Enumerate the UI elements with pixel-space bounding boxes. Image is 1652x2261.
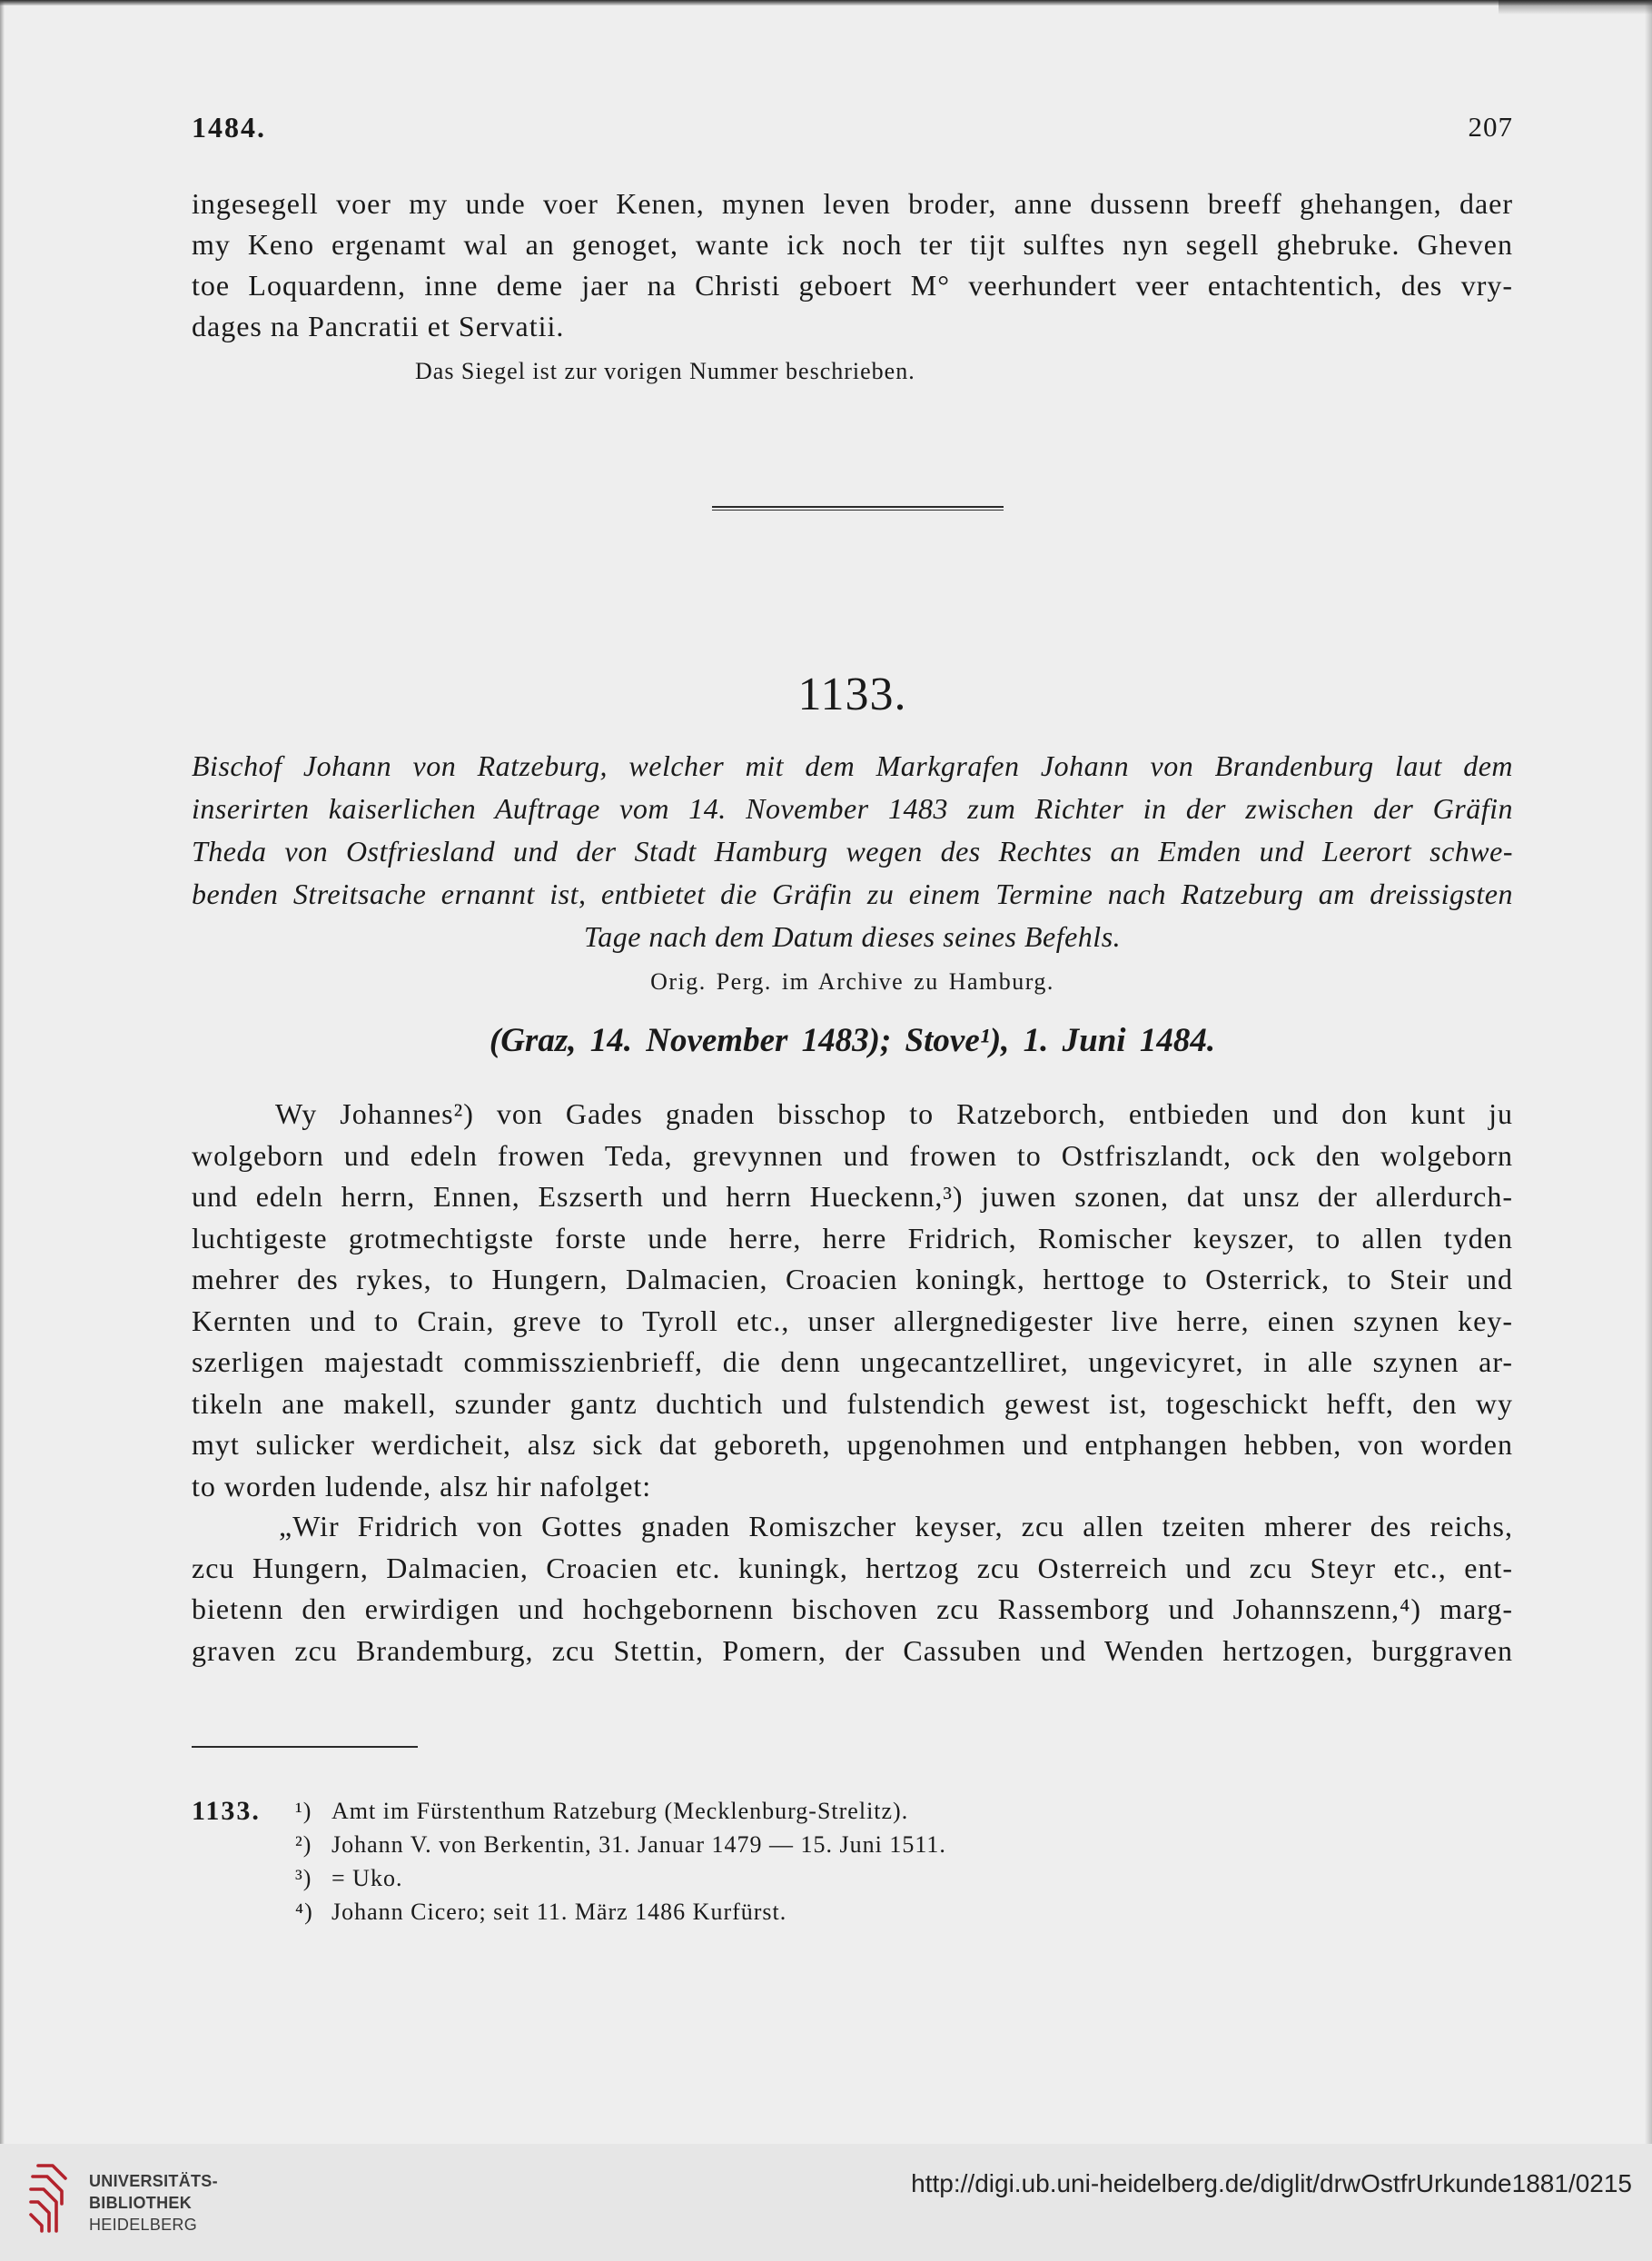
summary-line: Tage nach dem Datum dieses seines Befehls. <box>583 920 1122 953</box>
permalink-url[interactable]: http://digi.ub.uni-heidelberg.de/diglit/drwOstfrUrkunde1881/0215 <box>911 2169 1632 2197</box>
footnote-text: = Uko. <box>331 1865 403 1891</box>
footnote-text: Johann V. von Berkentin, 31. Januar 1479 — 15. Juni 1511. <box>331 1831 946 1858</box>
footnote-document-ref: 1133. <box>192 1796 261 1826</box>
summary-line: Bischof Johann von Ratzeburg, welcher mit dem Markgrafen Johann von Brandenburg laut dem <box>192 749 1513 782</box>
ub-heidelberg-logo-icon <box>25 2158 73 2238</box>
footnote-item <box>192 1861 1281 1895</box>
text-line: Kernten und to Crain, greve to Tyroll etc., unser allergnedigester live herre, einen szynen key- <box>192 1304 1513 1337</box>
text-line: graven zcu Brandemburg, zcu Stettin, Pomern, der Cassuben und Wenden hertzogen, burggraven <box>192 1633 1513 1667</box>
summary-line: benden Streitsache ernannt ist, entbietet die Gräfin zu einem Termine nach Ratzeburg am dreissigsten <box>192 878 1513 910</box>
footnote-item <box>192 1794 1281 1828</box>
library-name <box>89 2170 218 2236</box>
footnotes <box>192 1794 1281 1929</box>
summary-line: inserirten kaiserlichen Auftrage vom 14. November 1483 zum Richter in der zwischen der Gräfin <box>192 792 1513 825</box>
text-line: mehrer des rykes, to Hungern, Dalmacien, Croacien koningk, herttoge to Osterrick, to Steir und <box>192 1263 1513 1295</box>
text-line: zcu Hungern, Dalmacien, Croacien etc. kuningk, hertzog zcu Osterreich und zcu Steyr etc., ent- <box>192 1551 1513 1584</box>
source-note: Orig. Perg. im Archive zu Hamburg. <box>650 968 1054 995</box>
scan-top-edge <box>0 0 1652 5</box>
text-line: my Keno ergenamt wal an genoget, wante ick noch ter tijt sulftes nyn segell ghebruke. Gheven <box>192 228 1513 261</box>
text-line: dages na Pancratii et Servatii. <box>192 310 565 342</box>
previous-document-ending <box>192 183 1513 347</box>
document-text-paragraph <box>192 1094 1513 1507</box>
footnote-text: Amt im Fürstenthum Ratzeburg (Mecklenburg-Strelitz). <box>331 1798 909 1824</box>
library-name-line: HEIDELBERG <box>89 2216 198 2234</box>
footnote-marker: ²) <box>295 1831 312 1858</box>
scan-right-edge <box>1645 0 1652 2144</box>
text-line: ingesegell voer my unde voer Kenen, mynen leven broder, anne dussenn breeff ghehangen, daer <box>192 187 1513 220</box>
text-line: und edeln herrn, Ennen, Eszserth und herrn Hueckenn,³) juwen szonen, dat unsz der allerdurch- <box>192 1180 1513 1213</box>
footnote-marker: ¹) <box>295 1798 312 1824</box>
text-line: tikeln ane makell, szunder gantz duchtich und fulstendich gewest ist, togeschickt hefft, den wy <box>192 1386 1513 1420</box>
text-line: toe Loquardenn, inne deme jaer na Christi geboert M° veerhundert veer entachtentich, des vry- <box>192 269 1513 302</box>
scan-left-edge <box>0 0 5 2144</box>
seal-note: Das Siegel ist zur vorigen Nummer beschrieben. <box>415 358 915 384</box>
section-divider <box>712 506 1004 511</box>
summary-line: Theda von Ostfriesland und der Stadt Hamburg wegen des Rechtes an Emden und Leerort schwe- <box>192 835 1513 868</box>
running-head <box>192 109 1513 145</box>
document-summary <box>192 745 1513 958</box>
text-line: to worden ludende, alsz hir nafolget: <box>192 1469 652 1502</box>
footnote-item <box>192 1828 1281 1861</box>
footnote-text: Johann Cicero; seit 11. März 1486 Kurfürst. <box>331 1899 787 1925</box>
library-name-line: BIBLIOTHEK <box>89 2194 192 2212</box>
footnote-marker: ³) <box>295 1865 312 1891</box>
footnote-marker: ⁴) <box>295 1899 313 1925</box>
text-line: wolgeborn und edeln frowen Teda, grevynnen und frowen to Ostfriszlandt, ock den wolgeborn <box>192 1138 1513 1172</box>
text-line: myt sulicker werdicheit, alsz sick dat geboreth, upgenohmen und entphangen hebben, von worden <box>192 1428 1513 1461</box>
text-line: luchtigeste grotmechtigste forste unde herre, herre Fridrich, Romischer keyszer, to allen tyden <box>192 1221 1513 1254</box>
text-line: „Wir Fridrich von Gottes gnaden Romiszcher keyser, zcu allen tzeiten mherer des reichs, <box>279 1510 1513 1542</box>
text-line: szerligen majestadt commisszienbrieff, die denn ungecantzelliret, ungevicyret, in alle szynen ar- <box>192 1345 1513 1378</box>
library-footer-bar <box>0 2144 1652 2261</box>
library-name-line: UNIVERSITÄTS- <box>89 2172 218 2190</box>
document-number: 1133. <box>797 669 907 720</box>
scan-corner-shadow <box>1499 0 1652 15</box>
document-text-paragraph <box>192 1506 1513 1671</box>
text-line: Wy Johannes²) von Gades gnaden bisschop to Ratzeborch, entbieden und don kunt ju <box>275 1097 1513 1130</box>
text-line: bietenn den erwirdigen und hochgebornenn bischoven zcu Rassemborg und Johannszenn,⁴) marg- <box>192 1592 1513 1625</box>
running-head-year: 1484. <box>192 111 266 144</box>
footnote-rule <box>192 1746 418 1748</box>
dateline: (Graz, 14. November 1483); Stove¹), 1. Juni 1484. <box>489 1022 1216 1059</box>
page-number: 207 <box>1468 111 1513 143</box>
footnote-item <box>192 1895 1281 1929</box>
